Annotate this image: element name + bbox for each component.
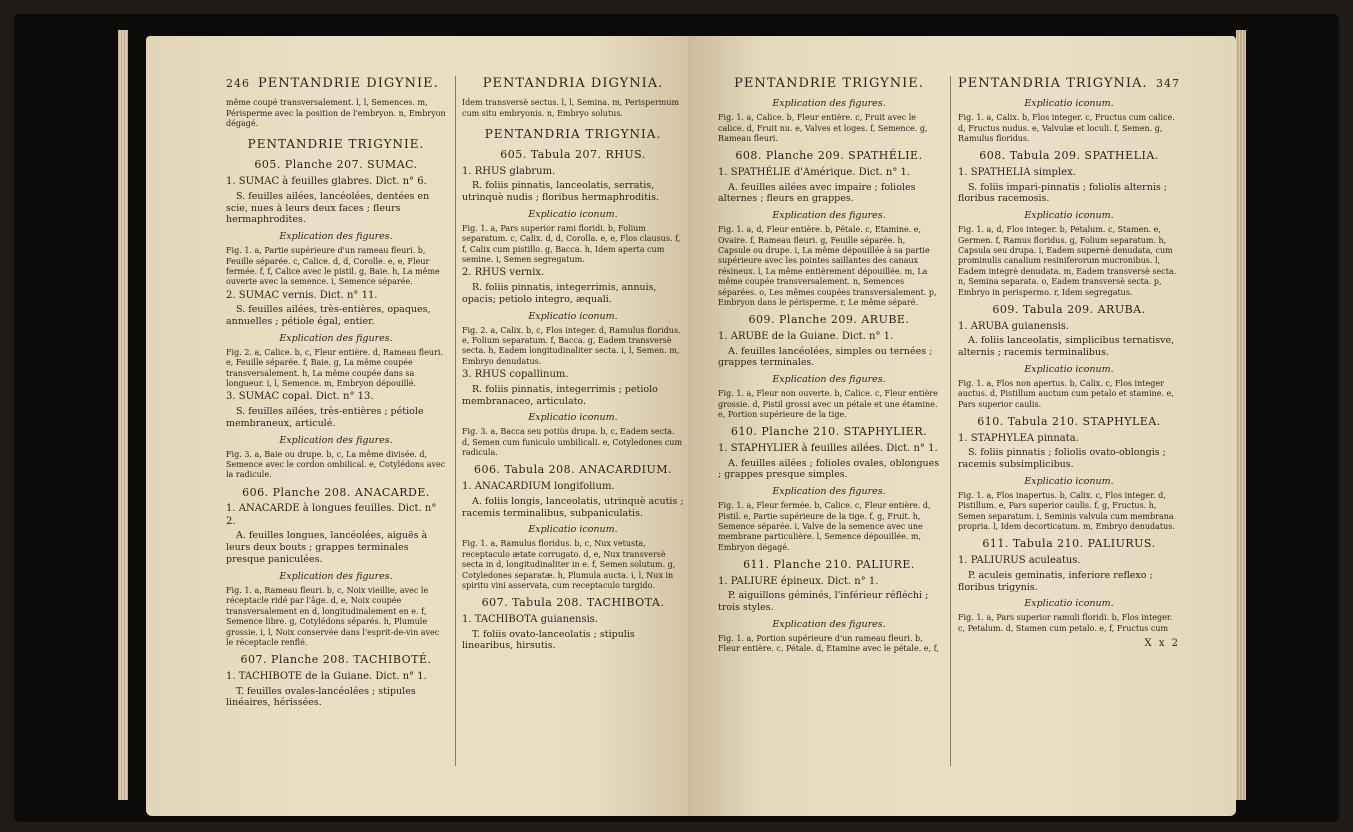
left-col-latin <box>462 76 684 654</box>
section-title: PENTANDRIA TRIGYNIA. <box>484 127 662 142</box>
explication-heading: Explicatio iconum. <box>1024 98 1114 110</box>
running-head-title: PENTANDRIA DIGYNIA. <box>482 76 664 91</box>
explication-heading: Explicatio iconum. <box>528 209 618 221</box>
plate-heading: 607. Tabula 208. TACHIBOTA. <box>481 596 665 610</box>
plate-heading: 609. Tabula 209. ARUBA. <box>992 302 1146 316</box>
figure-caption: Fig. 1. a, Flos non apertus. b, Calix. c, Flos integer auctus. d, Pistillum auctum cum petalo et stamine. e, Pars superior caulis. <box>958 378 1174 409</box>
entry-description: P. aculeis geminatis, inferiore reflexo ; floribus trigynis. <box>958 569 1153 593</box>
entry-title: 1. ANACARDE à longues feuilles. Dict. n° 2. <box>226 503 437 527</box>
figure-caption: Fig. 1. a, Portion supérieure d'un rameau fleuri. b, Fleur entière. c, Pétale. d, Etamine avec le pétale. e, f, <box>718 634 939 654</box>
explication-heading: Explication des figures. <box>279 231 393 243</box>
explication-heading: Explication des figures. <box>279 571 393 583</box>
explication-heading: Explication des figures. <box>772 486 886 498</box>
explication-heading: Explication des figures. <box>772 98 886 110</box>
right-page-edges <box>1236 30 1246 800</box>
figure-caption: Fig. 2. a, Calice. b, c, Fleur entière. d, Rameau fleuri. e, Feuille séparée. f, Baie. g, La même coupée transversalement. h, La même coupée dans sa longueur. i, l, Semence. m, Embryon dépouillé. <box>226 347 443 389</box>
figure-caption: Fig. 1. a, Rameau fleuri. b, c, Noix vieillie, avec le réceptacle ridé par l'âge. d, e, Noix coupée transversalement en d, longitudinalement en e. f, Semence libre. g, Cotylédons séparés. h, Plumule grossie. i, l, Noix conservée dans l'esprit-de-vin avec le réceptacle renflé. <box>226 585 440 647</box>
explication-heading: Explicatio iconum. <box>1024 598 1114 610</box>
entry-title: 1. RHUS glabrum. <box>462 165 556 177</box>
explication-heading: Explicatio iconum. <box>528 524 618 536</box>
column-divider <box>455 76 456 766</box>
explication-heading: Explicatio iconum. <box>528 310 618 322</box>
left-col-french <box>226 76 446 711</box>
running-head-title: PENTANDRIA TRIGYNIA. <box>958 76 1148 91</box>
plate-heading: 605. Tabula 207. RHUS. <box>500 148 646 162</box>
entry-description: T. feuilles ovales-lancéolées ; stipules linéaires, hérissées. <box>226 685 416 709</box>
explication-heading: Explicatio iconum. <box>1024 210 1114 222</box>
entry-title: 3. RHUS copallinum. <box>462 369 569 381</box>
explication-heading: Explication des figures. <box>772 619 886 631</box>
section-title: PENTANDRIE TRIGYNIE. <box>247 137 425 152</box>
entry-description: T. foliis ovato-lanceolatis ; stipulis linearibus, hirsutis. <box>462 628 635 652</box>
column-divider <box>950 76 951 766</box>
explication-heading: Explication des figures. <box>279 434 393 446</box>
intro-text: Idem transversè sectus. l, l, Semina. m, Perispermum cum situ embryonis. n, Embryo solutus. <box>462 98 680 118</box>
entry-title: 3. SUMAC copal. Dict. n° 13. <box>226 391 374 403</box>
entry-description: R. foliis pinnatis, lanceolatis, serratis, utrinquè nudis ; floribus hermaphroditis. <box>462 180 659 204</box>
figure-caption: Fig. 3. a, Baie ou drupe. b, c, La même divisée. d, Semence avec le cordon ombilical. e, Cotylédons avec la radicule. <box>226 449 446 480</box>
running-head <box>226 76 446 92</box>
entry-description: R. foliis pinnatis, integerrimis ; petiolo membranaceo, articulato. <box>462 383 658 407</box>
intro-text: même coupé transversalement. l, l, Semences. m, Périsperme avec la position de l'embryon. n, Embryon dégagé. <box>226 98 446 129</box>
entry-title: 1. ARUBE de la Guiane. Dict. n° 1. <box>718 331 894 343</box>
entry-title: 1. ANACARDIUM longifolium. <box>462 481 615 493</box>
plate-heading: 609. Planche 209. ARUBE. <box>748 313 910 327</box>
figure-caption: Fig. 1. a, d, Fleur entière. b, Pétale. c, Etamine. e, Ovaire. f, Rameau fleuri. g, Feuille séparée. h, Capsule ou drupe. i, La même dépouillée à sa partie supérieure avec les pointes saillantes des canaux résineux. l, La même entièrement dépouillée. m, La même coupée transversalement. n, Semences séparées. o, Les mêmes coupées transversalement. p, Embryon dans le périsperme. r, Le même séparé. <box>718 225 937 307</box>
entry-title: 2. RHUS vernix. <box>462 267 545 279</box>
figure-caption: Fig. 1. a, Fleur non ouverte. b, Calice. c, Fleur entière grossie. d, Pistil grossi avec un pétale et une étamine. e, Portion supérieure de la tige. <box>718 389 938 419</box>
entry-description: P. aiguillons géminés, l'inférieur réfléchi ; trois styles. <box>718 590 929 614</box>
entry-title: 1. SPATHÉLIE d'Amérique. Dict. n° 1. <box>718 167 911 179</box>
running-head <box>718 76 940 92</box>
plate-heading: 606. Planche 208. ANACARDE. <box>242 485 430 499</box>
running-head <box>958 76 1180 92</box>
entry-title: 1. SUMAC à feuilles glabres. Dict. n° 6. <box>226 176 427 188</box>
plate-heading: 605. Planche 207. SUMAC. <box>254 158 418 172</box>
entry-description: A. feuilles ailées avec impaire ; folioles alternes ; fleurs en grappes. <box>718 181 916 205</box>
figure-caption: Fig. 1. a, Pars superior rami floridi. b, Folium separatum. c, Calix. d, d, Corolla. e, e, Flos clausus. f, f, Calix cum pistillo. g, Bacca. h, Idem aperta cum semine. i, Semen segregatum. <box>462 223 681 265</box>
figure-caption: Fig. 2. a, Calix. b, c, Flos integer. d, Ramulus floridus. e, Folium separatum. f, Bacca. g, Eadem transversè secta. h, Eadem longitudinaliter secta. i, l, Semen. m, Embryo denudatus. <box>462 325 681 366</box>
explication-heading: Explicatio iconum. <box>1024 475 1114 487</box>
left-page-edges <box>118 30 128 800</box>
plate-heading: 611. Tabula 210. PALIURUS. <box>982 537 1156 551</box>
entry-description: S. foliis impari-pinnatis ; foliolis alternis ; floribus racemosis. <box>958 181 1167 205</box>
plate-heading: 606. Tabula 208. ANACARDIUM. <box>473 463 673 477</box>
entry-title: 1. ARUBA guianensis. <box>958 320 1070 332</box>
running-head <box>462 76 684 92</box>
explication-heading: Explication des figures. <box>772 374 886 386</box>
entry-description: S. foliis pinnatis ; foliolis ovato-oblongis ; racemis subsimplicibus. <box>958 447 1166 471</box>
explication-heading: Explication des figures. <box>772 210 886 222</box>
entry-description: A. feuilles lancéolées, simples ou ternées ; grappes terminales. <box>718 345 933 369</box>
entry-description: R. foliis pinnatis, integerrimis, annuis, opacis; petiolo integro, æquali. <box>462 281 657 305</box>
entry-description: S. feuilles ailées, très-entières ; pétiole membraneux, articulé. <box>226 405 424 429</box>
entry-description: S. feuilles ailées, lancéolées, dentées en scie, nues à leurs deux faces ; fleurs hermaphrodites. <box>226 190 430 226</box>
figure-caption: Fig. 1. a, Pars superior ramuli floridi. b, Flos integer. c, Petalum. d, Stamen cum petalo. e, f, Fructus cum <box>958 613 1173 633</box>
entry-description: A. foliis lanceolatis, simplicibus ternatisve, alternis ; racemis terminalibus. <box>958 335 1175 359</box>
entry-description: A. foliis longis, lanceolatis, utrinquè acutis ; racemis terminalibus, subpaniculatis. <box>462 495 684 519</box>
plate-heading: 608. Planche 209. SPATHÉLIE. <box>735 149 923 163</box>
figure-caption: Fig. 1. a, Ramulus floridus. b, c, Nux vetusta, receptaculo ætate corrugato. d, e, Nux transversè secta in d, longitudinaliter in e. f, Semen solutum. g, Cotyledones separatæ. h, Plumula aucta. i, l, Nux in spiritu vini asservata, cum receptaculo turgido. <box>462 539 676 590</box>
entry-title: 1. PALIURUS aculeatus. <box>958 555 1081 567</box>
entry-description: A. feuilles ailées ; folioles ovales, oblongues ; grappes presque simples. <box>718 457 940 481</box>
figure-caption: Fig. 1. a, Partie supérieure d'un rameau fleuri. b, Feuille séparée. c, Calice. d, d, Corolle. e, e, Fleur fermée. f, f, Calice avec le pistil. g, Baie. h, La même ouverte avec la semence. i, Semence séparée. <box>226 246 440 287</box>
entry-title: 1. STAPHYLEA pinnata. <box>958 432 1079 444</box>
entry-title: 2. SUMAC vernis. Dict. n° 11. <box>226 289 378 301</box>
figure-caption: Fig. 1. a, Calix. b, Flos integer. c, Fructus cum calice. d, Fructus nudus. e, Valvulæ et loculi. f, Semen. g, Ramulus floridus. <box>958 113 1175 143</box>
entry-title: 1. SPATHELIA simplex. <box>958 167 1076 179</box>
figure-caption: Fig. 1. a, d, Flos integer. b, Petalum. c, Stamen. e, Germen. f, Ramus floridus. g, Folium separatum. h, Capsula seu drupa. i, Eadem supernè denudata, cum prominulis canalium resiniferorum mucronibus. l, Eadem integrè denudata. m, Eadem transversè secta. n, Semina separata. o, Eadem transversè secta. p, Embryo in perispermo. r, Idem segregatus. <box>958 225 1177 297</box>
figure-caption: Fig. 1. a, Fleur fermée. b, Calice. c, Fleur entière. d, Pistil. e, Partie supérieure de la tige. f, g, Fruit. h, Semence séparée. i, Valve de la semence avec une membrane particulière. l, Semence dépouillée. m, Embryon dégagé. <box>718 501 931 552</box>
page-number: 246 <box>226 77 250 90</box>
plate-heading: 610. Planche 210. STAPHYLIER. <box>730 425 928 439</box>
page-number: 347 <box>1156 77 1180 90</box>
entry-title: 1. PALIURE épineux. Dict. n° 1. <box>718 575 879 587</box>
explication-heading: Explication des figures. <box>279 332 393 344</box>
plate-heading: 607. Planche 208. TACHIBOTÉ. <box>240 653 432 667</box>
right-col-latin <box>958 76 1180 651</box>
right-col-french <box>718 76 940 657</box>
explication-heading: Explicatio iconum. <box>1024 363 1114 375</box>
figure-caption: Fig. 1. a, Calice. b, Fleur entière. c, Fruit avec le calice. d, Fruit nu. e, Valves et loges. f, Semence. g, Rameau fleuri. <box>718 113 928 143</box>
entry-title: 1. STAPHYLIER à feuilles ailées. Dict. n° 1. <box>718 443 938 455</box>
explication-heading: Explicatio iconum. <box>528 412 618 424</box>
entry-description: S. feuilles ailées, très-entières, opaques, annuelles ; pétiole égal, entier. <box>226 304 431 328</box>
figure-caption: Fig. 1. a, Flos inapertus. b, Calix. c, Flos integer. d, Pistillum. e, Pars superior caulis. f, g, Fructus. h, Semen separatum. i, Seminis valvula cum membrana propria. l, Idem decorticatum. m, Embryo denudatus. <box>958 490 1175 531</box>
plate-heading: 611. Planche 210. PALIURE. <box>743 558 915 572</box>
running-head-title: PENTANDRIE TRIGYNIE. <box>734 76 924 91</box>
figure-caption: Fig. 3. a, Bacca seu potiùs drupa. b, c, Eadem secta. d, Semen cum funiculo umbilicali. e, Cotyledones cum radicula. <box>462 427 683 458</box>
plate-heading: 610. Tabula 210. STAPHYLEA. <box>977 414 1161 428</box>
left-page <box>146 36 704 816</box>
entry-title: 1. TACHIBOTA guianensis. <box>462 614 599 626</box>
plate-heading: 608. Tabula 209. SPATHELIA. <box>979 149 1159 163</box>
entry-title: 1. TACHIBOTE de la Guiane. Dict. n° 1. <box>226 671 427 683</box>
running-head-title: PENTANDRIE DIGYNIE. <box>258 76 439 91</box>
entry-description: A. feuilles longues, lancéolées, aiguës à leurs deux bouts ; grappes terminales presque paniculées. <box>226 530 428 566</box>
right-page <box>688 36 1236 816</box>
signature-mark: X x 2 <box>1144 638 1180 650</box>
